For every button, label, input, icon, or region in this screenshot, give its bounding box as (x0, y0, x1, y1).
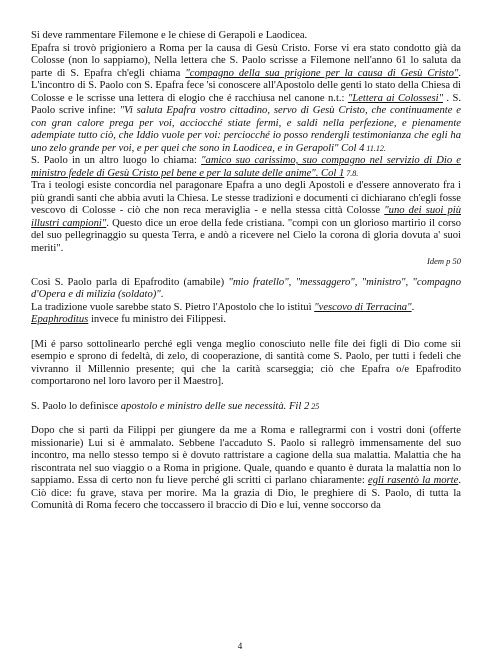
document-page (31, 30, 461, 513)
page-number: 4 (237, 641, 243, 651)
paragraph-teologi: Tra i teologi esiste concordia nel paragonare Epafra a uno degli Apostoli e d'essere annoverato fra i più grandi santi che abbia avuti la Chiesa. Le stesse tradizioni e documenti ci dichiarano ch'egli fosse vescovo di Colosse - ciò che non reca meraviglia - e nella stessa città Colosse "uno dei suoi più illustri campioni". Questo dice un eroe della fede cristiana. "compì con un glorioso martirio il corso del suo pellegrinaggio su questa Terra, e andò a ricevere nel Cielo la corona di gloria dovuta a' suoi meriti". Idem p 50 (31, 180, 461, 266)
paragraph-epaphroditus: Epaphroditus invece fu ministro dei Filippesi. (31, 314, 226, 325)
paragraph-apostolo-ministro: S. Paolo lo definisce apostolo e ministro delle sue necessità. Fil 2 25 (31, 400, 320, 412)
paragraph-filemone: Si deve rammentare Filemone e le chiese di Gerapoli e Laodicea. (31, 30, 308, 41)
paragraph-amico-carissimo: S. Paolo in un altro luogo lo chiama: "amico suo carissimo, suo compagno nel servizio di Dio e ministro fedele di Gesù Cristo pel bene e per la salute delle anime". Col 1 7.8. (31, 155, 461, 179)
paragraph-epafra-prigioniero: Epafra si trovò prigioniero a Roma per la causa di Gesù Cristo. Forse vi era stato condotto già da Colosse (non lo sappiamo), Nella lettera che S. Paolo scrisse a Filemone nell'anno 61 lo saluta da parte di S. Epafra ch'egli chiama "compagno della sua prigione per la causa di Gesù Cristo". L'incontro di S. Paolo con S. Epafra fece 'si conoscere all'Apostolo delle genti lo stato della Chiesa di Colosse e le scrisse una lettera di elogio che é racchiusa nel canone n.t.: "Lettera ai Colossesi" . S. Paolo scrive infine: "Vi saluta Epafra vostro cittadino, servo di Gesù Cristo, che continuamente e con gran calore prega per voi, acciocché stiate fermi, e saldi nella perfezione, e pienamente adempiate tutto ciò, che Iddio vuole per voi: perciocché io posso rendergli testimonianza che egli ha uno zelo grande per voi, e per quei che sono in Laodicea, e in Gerapoli" Col 4 11.12. (31, 42, 462, 154)
paragraph-filippi: Dopo che si partì da Filippi per giungere da me a Roma e rallegrarmi con i vostri doni (offerte missionarie) Lui si è ammalato. Sebbene l'accaduto S. Paolo si rallegrò immensamente del suo incontro, ma nello stesso tempo si è dovuto rattristare a cagione della sua malattia. Malattia che ha riscontrata nel suo viaggio o a Roma in prigione. Quale, quando e quanto è durata la malattia non lo sappiamo. Essa di certo non fu lieve perché gli scritti ci parlano chiaramente: egli rasentò la morte. Ciò dice: fu grave, stava per morire. Ma la grazia di Dio, le preghiere di S. Paolo, di tutta la Comunità di Roma fecero che toccassero il braccio di Dio e lui, venne soccorso da (31, 425, 461, 511)
paragraph-note-bracket: [Mi é parso sottolinearlo perché egli venga meglio conosciuto nelle file dei figli di Dio come sii esempio e sprono di fedeltà, di zelo, di cooperazione, di santità come S. Paolo, per tutti i fedeli che vivranno il Millennio presente; qui che la carità scarseggia; ciò che Epafra o/e Epafrodito comportarono nel loro lavoro per il Maestro]. (31, 338, 461, 387)
paragraph-epafrodito: Così S. Paolo parla di Epafrodito (amabile) "mio fratello", "messaggero", "ministro", "compagno d'Opera e di milizia (soldato)". (31, 276, 461, 300)
reference-idem: Idem p 50 (427, 256, 461, 266)
paragraph-tradizione: La tradizione vuole sarebbe stato S. Pietro l'Apostolo che lo istituì "vescovo di Terracina". (31, 301, 415, 313)
